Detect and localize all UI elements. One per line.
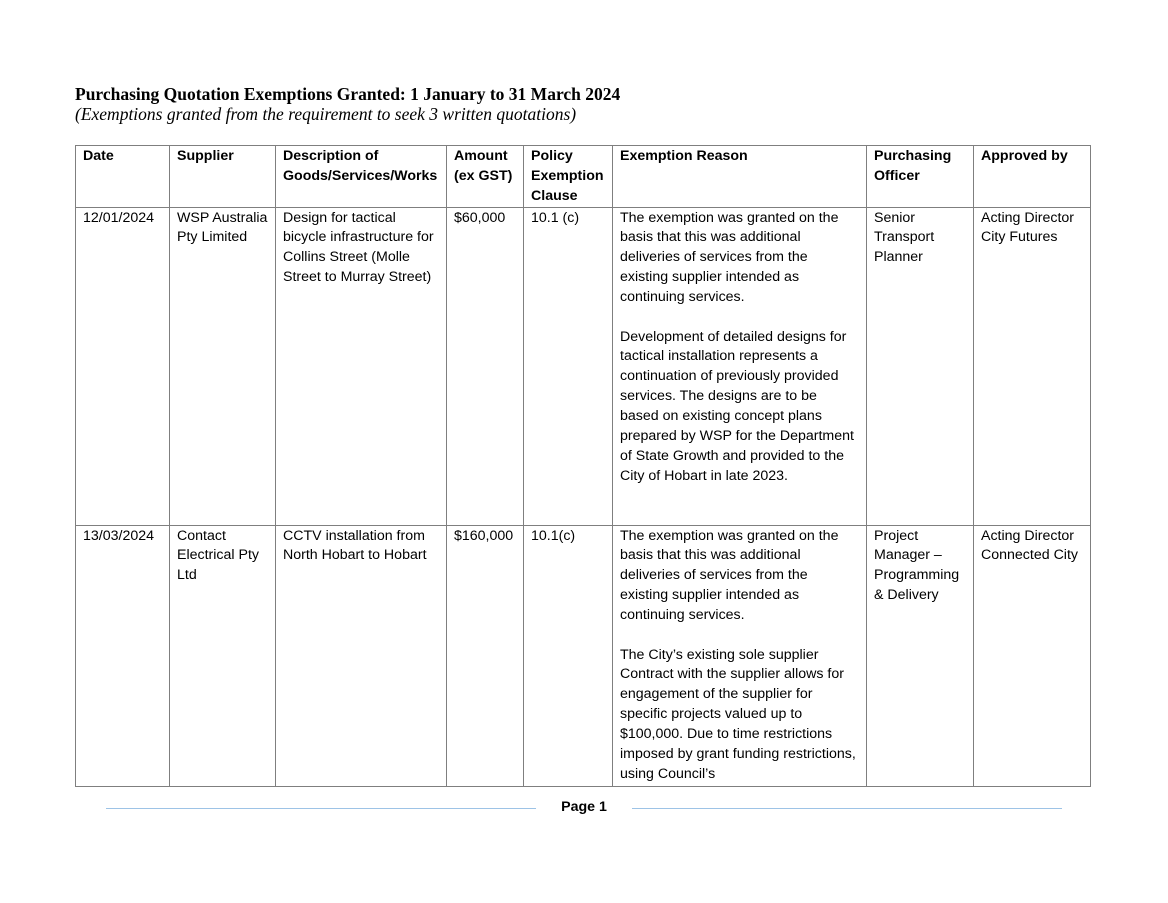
cell-description: Design for tactical bicycle infrastructure for Collins Street (Molle Street to Murray Street) xyxy=(276,207,447,525)
cell-amount: $160,000 xyxy=(447,525,524,786)
table-row xyxy=(76,525,1091,786)
column-header-reason: Exemption Reason xyxy=(613,146,867,208)
column-header-description: Description of Goods/Services/Works xyxy=(276,146,447,208)
cell-approved-by: Acting Director Connected City xyxy=(974,525,1091,786)
column-header-clause: Policy Exemption Clause xyxy=(524,146,613,208)
column-header-supplier: Supplier xyxy=(170,146,276,208)
cell-date: 12/01/2024 xyxy=(76,207,170,525)
footer-rule-left xyxy=(106,808,536,809)
column-header-approved-by: Approved by xyxy=(974,146,1091,208)
table-row xyxy=(76,207,1091,525)
cell-reason xyxy=(613,207,867,525)
reason-paragraph: The City’s existing sole supplier Contract with the supplier allows for engagement of the supplier for specific projects valued up to $100,000. Due to time restrictions imposed by grant funding restrictions, using Council’s xyxy=(620,646,856,782)
reason-paragraph: The exemption was granted on the basis that this was additional deliveries of services from the existing supplier intended as continuing services. xyxy=(620,209,839,305)
exemptions-table xyxy=(75,145,1091,787)
cell-supplier: WSP Australia Pty Limited xyxy=(170,207,276,525)
column-header-officer: Purchasing Officer xyxy=(867,146,974,208)
cell-clause: 10.1(c) xyxy=(524,525,613,786)
cell-date: 13/03/2024 xyxy=(76,525,170,786)
footer-rule-right xyxy=(632,808,1062,809)
cell-reason xyxy=(613,525,867,786)
cell-approved-by: Acting Director City Futures xyxy=(974,207,1091,525)
table-header-row xyxy=(76,146,1091,208)
cell-description: CCTV installation from North Hobart to Hobart xyxy=(276,525,447,786)
cell-officer: Senior Transport Planner xyxy=(867,207,974,525)
page-number: Page 1 xyxy=(561,799,607,815)
cell-officer: Project Manager – Programming & Delivery xyxy=(867,525,974,786)
document-title: Purchasing Quotation Exemptions Granted: 1 January to 31 March 2024 xyxy=(75,84,621,104)
document-subtitle: (Exemptions granted from the requirement to seek 3 written quotations) xyxy=(75,104,577,124)
cell-supplier: Contact Electrical Pty Ltd xyxy=(170,525,276,786)
cell-amount: $60,000 xyxy=(447,207,524,525)
column-header-date: Date xyxy=(76,146,170,208)
reason-paragraph: Development of detailed designs for tactical installation represents a continuation of previously provided services. The designs are to be based on existing concept plans prepared by WSP for the Department of State Growth and provided to the City of Hobart in late 2023. xyxy=(620,328,854,484)
column-header-amount: Amount (ex GST) xyxy=(447,146,524,208)
cell-clause: 10.1 (c) xyxy=(524,207,613,525)
reason-paragraph: The exemption was granted on the basis that this was additional deliveries of services from the existing supplier intended as continuing services. xyxy=(620,527,839,623)
